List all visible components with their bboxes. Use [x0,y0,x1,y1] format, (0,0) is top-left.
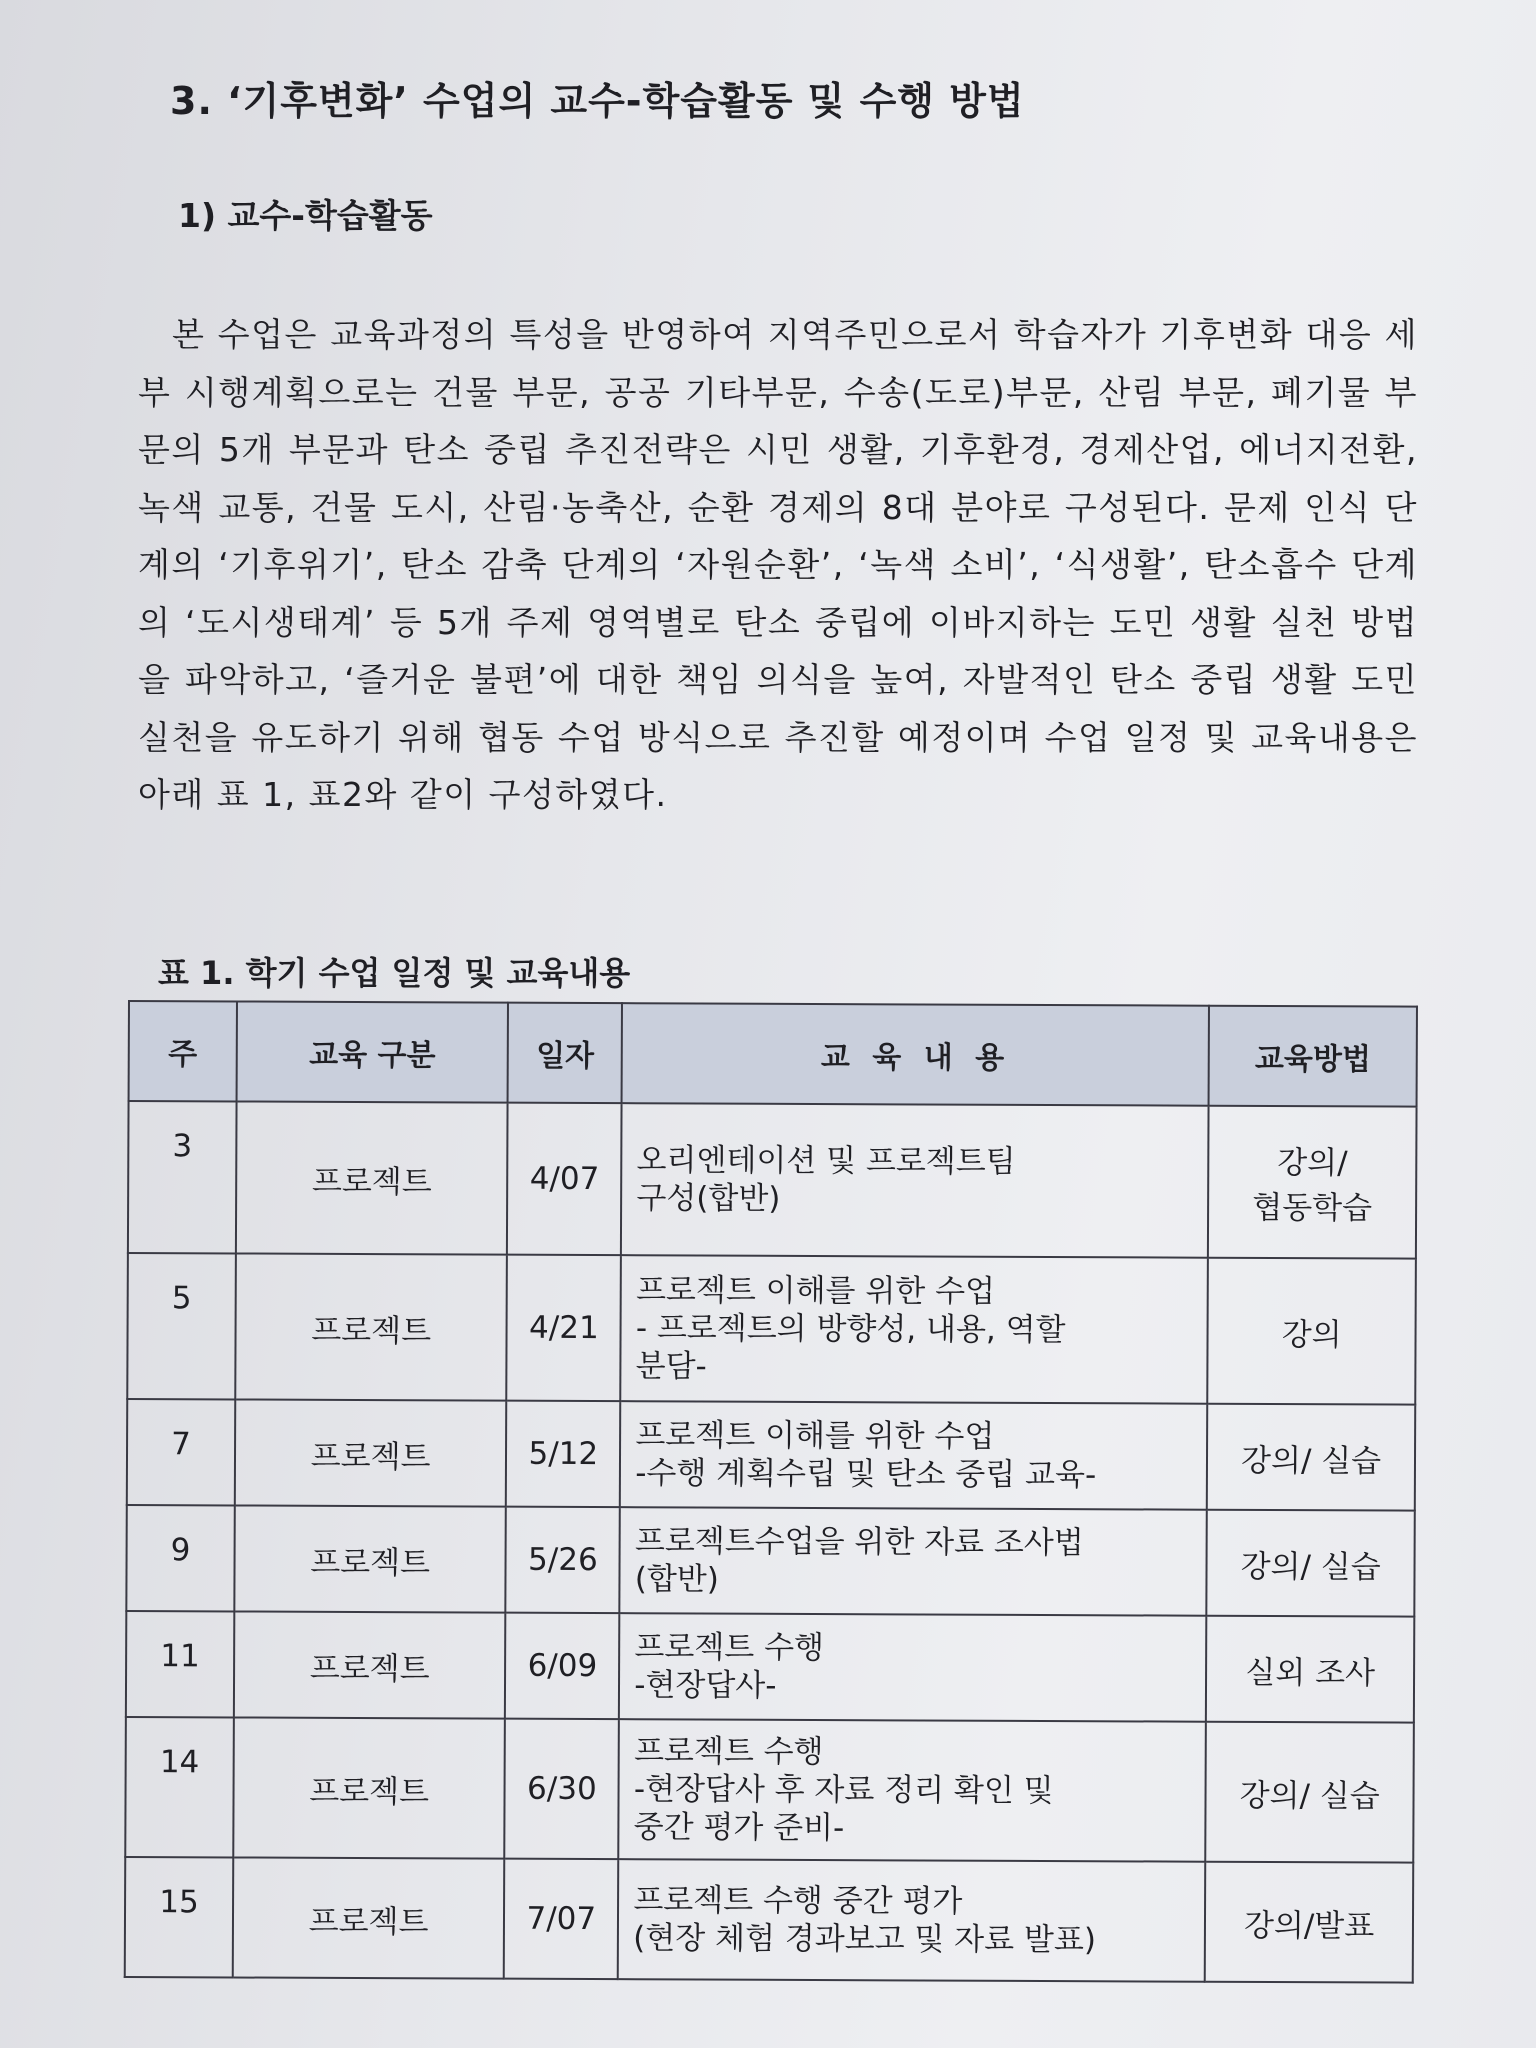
category-cell: 프로젝트 [233,1717,505,1858]
category-cell: 프로젝트 [233,1857,505,1978]
table-caption: 표 1. 학기 수업 일정 및 교육내용 [158,954,631,992]
method-cell: 강의 [1208,1258,1416,1405]
table-header-row [129,1001,1417,1107]
week-cell: 9 [126,1505,234,1611]
method-cell: 실외 조사 [1206,1616,1414,1723]
header-content: 교 육 내 용 [622,1003,1209,1106]
method-cell: 강의/발표 [1205,1862,1413,1983]
date-cell: 6/09 [505,1613,619,1719]
week-cell: 7 [127,1399,235,1505]
content-cell: 오리엔테이션 및 프로젝트팀 구성(합반) [621,1103,1209,1258]
table-row [128,1101,1417,1259]
content-cell: 프로젝트 수행 -현장답사 후 자료 정리 확인 및 중간 평가 준비- [619,1719,1207,1862]
category-cell: 프로젝트 [234,1611,506,1718]
table-row [125,1857,1414,1983]
table-body [125,1101,1417,1983]
date-cell: 5/26 [506,1507,620,1613]
body-paragraph [138,306,1418,824]
table-row [126,1611,1414,1723]
table-row [126,1505,1414,1617]
date-cell: 5/12 [506,1401,620,1507]
section-title: 3. ‘기후변화’ 수업의 교수-학습활동 및 수행 방법 [170,79,1025,123]
category-cell: 프로젝트 [234,1505,506,1612]
content-cell: 프로젝트 이해를 위한 수업 - 프로젝트의 방향성, 내용, 역할 분담- [621,1255,1209,1404]
week-cell: 15 [125,1857,233,1977]
date-cell: 4/21 [507,1255,622,1401]
date-cell: 7/07 [504,1859,618,1979]
content-cell: 프로젝트 이해를 위한 수업 -수행 계획수립 및 탄소 중립 교육- [620,1401,1207,1510]
category-cell: 프로젝트 [236,1101,508,1254]
week-cell: 3 [128,1101,237,1253]
method-cell: 강의/ 협동학습 [1208,1106,1416,1259]
paragraph-text: 본 수업은 교육과정의 특성을 반영하여 지역주민으로서 학습자가 기후변화 대응 세부 시행계획으로는 건물 부문, 공공 기타부문, 수송(도로)부문, 산림 부문, 폐기물 부문의 5개 부문과 탄소 중립 추진전략은 시민 생활, 기후환경, 경제산업, 에너지전환, 녹색 교통, 건물 도시, 산림·농축산, 순환 경제의 8대 분야로 구성된다. 문제 인식 단계의 ‘기후위기’, 탄소 감축 단계의 ‘자원순환’, ‘녹색 소비’, ‘식생활’, 탄소흡수 단계의 ‘도시생태계’ 등 5개 주제 영역별로 탄소 중립에 이바지하는 도민 생활 실천 방법을 파악하고, ‘즐거운 불편’에 대한 책임 의식을 높여, 자발적인 탄소 중립 생활 도민실천을 유도하기 위해 협동 수업 방식으로 추진할 예정이며 수업 일정 및 교육내용은 아래 표 1, 표2와 같이 구성하였다. [138,315,1418,814]
method-cell: 강의/ 실습 [1207,1404,1415,1511]
schedule-table [124,1000,1418,1984]
week-cell: 5 [127,1253,235,1399]
table-row [125,1717,1414,1863]
date-cell: 6/30 [505,1719,620,1859]
method-cell: 강의/ 실습 [1207,1510,1415,1617]
category-cell: 프로젝트 [235,1253,507,1400]
table-row [127,1399,1415,1511]
table-row [127,1253,1416,1405]
week-cell: 11 [126,1611,234,1717]
sub-title: 1) 교수-학습활동 [178,196,433,235]
header-week: 주 [129,1001,237,1101]
category-cell: 프로젝트 [235,1399,507,1506]
content-cell: 프로젝트수업을 위한 자료 조사법 (합반) [620,1507,1207,1616]
content-cell: 프로젝트 수행 중간 평가 (현장 체험 경과보고 및 자료 발표) [618,1859,1206,1982]
week-cell: 14 [125,1717,233,1857]
header-method: 교육방법 [1209,1006,1417,1107]
header-date: 일자 [508,1003,622,1103]
method-cell: 강의/ 실습 [1206,1722,1414,1863]
header-category: 교육 구분 [236,1001,508,1102]
date-cell: 4/07 [507,1103,622,1255]
content-cell: 프로젝트 수행 -현장답사- [619,1613,1206,1722]
